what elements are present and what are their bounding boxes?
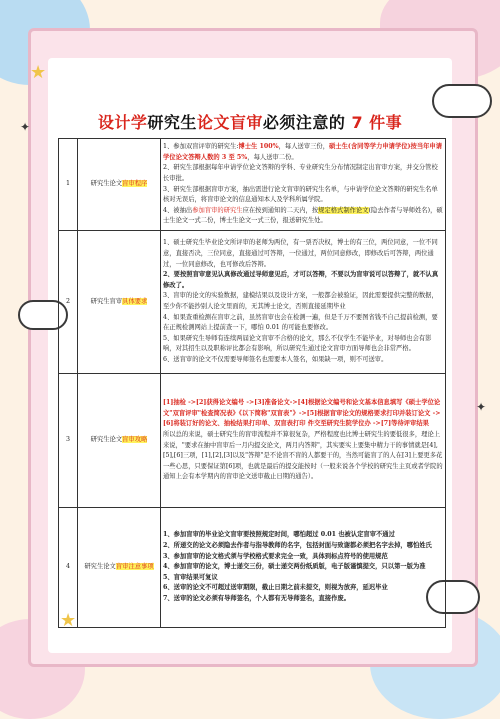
content-line	[163, 206, 443, 227]
content-line: 7、送审的论文必须有导师签名，个人都有无导师签名，直接作废。	[163, 594, 350, 602]
title-highlight: 论文盲审	[196, 113, 263, 132]
content-line: 3、研究生部根据盲审方案，抽出需进行论文盲审的研究生名单，与申请学位论文答辩的研究生名单核对无误后，将盲审论文的信息通知本人及学科所属学院。	[163, 185, 438, 204]
category-text: 研究生盲审	[90, 297, 123, 305]
row-content	[161, 374, 446, 508]
category-highlight: 具体要求	[122, 297, 148, 305]
content-line: 3、参加盲审的论文格式须与学校格式要求完全一致，具体到标点符号的使用规范	[163, 552, 388, 560]
sparkle-icon: ✦	[20, 120, 31, 134]
row-category	[78, 508, 161, 628]
category-highlight: 盲审攻略	[122, 436, 148, 444]
row-number: 3	[59, 374, 78, 508]
page-title	[58, 110, 442, 133]
content-line: 5、盲审结果可复议	[163, 573, 218, 581]
star-icon: ★	[30, 62, 47, 83]
row-number: 1	[59, 139, 78, 231]
text: 4、被抽出	[163, 206, 193, 214]
content-line: 2、要按照盲审意见认真修改通过导师意见后，才可以答辩，不要以为盲审说可以答辩了，就不认真修改了。	[163, 271, 439, 289]
row-content	[161, 231, 446, 374]
content-line: [1]抽检 ->[2]获得论文编号 ->[3]准备论文->[4]根据论文编号和论文基本信息填写《硕士学位论文"双盲评审"检查简况表》《以下简称"双盲表"》->[5]根据盲审论文的规格要求打印并装订论文 ->[6]将装订好的论文、抽检结果打印单、双盲表打印 件交至研究生院学位办 ->[7]等待评审结果	[163, 399, 441, 428]
content-line: 6、送审的论文不可超过送审期限，截止日期之前未提交，则视为放弃，延迟毕业	[163, 584, 388, 592]
row-category	[78, 139, 161, 231]
category-text: 研究生论文	[84, 563, 116, 571]
content-line	[163, 142, 443, 163]
star-icon: ★	[60, 610, 77, 631]
text-highlight: 规定格式制作论文	[318, 206, 369, 214]
table-row	[59, 231, 446, 374]
title-part: 研究生	[147, 113, 197, 132]
content-line: 4、如果查重检测在盲审之前，虽然盲审也会在检测一遍，但是千万不要图省钱不自己提前检测，要在正规检测网站上提前查一下，哪怕 0.01 的可能也要修改。	[163, 313, 438, 332]
text: 应在按到通知的二天内，按	[242, 206, 319, 214]
text: ，每人送审二份。	[247, 153, 298, 161]
title-count: 7 件事	[351, 113, 403, 132]
notice-table	[58, 138, 446, 628]
content-line: 5、如果研究生导师有连续两届论文盲审不合格的论文，那么不仅学生不能毕业，对导师也会有影响，对其招生以及职称评比都会有影响，所以研究生通过论文盲审方面导师也会非常严格。	[163, 334, 432, 353]
content-line: 6、送盲审的论文不仅需要导师签名也需要本人签名，如果缺一项，则不可送审。	[163, 355, 388, 363]
content-line: 1、硕士研究生毕业论文所评审的老师为两位，有一票否决权，博士的有三位，两位同意，一位不同意，直接否决，三位同意，直接通过可答辩，一位通过，两位同意修改，即修改后可答辩，两位通过，一位同意修改，也可修改后答辩。	[163, 239, 438, 268]
text: (隐去作者与导师姓名)，硕士生论文一式二份，博士生论文一式三份，报送研究生处。	[163, 206, 443, 225]
content-line: 2、所递交的论文必须隐去作者与指导教师的名字，包括封面与致谢都必须把名字去掉，哪怕姓氏	[163, 542, 432, 550]
title-prefix: 设计学	[97, 113, 148, 132]
content-line: 1、参加盲审的毕业论文盲审要按照规定时间，哪怕超过 0.01 也被认定盲审不通过	[163, 531, 395, 539]
content-line: 所以总的来说，硕士研究生的盲审流程并不算很复杂，严格程度也比博士研究生的要低很多，理论上来说，"要求在抽中盲审后一月内提交论文，两月内答辩"，其实要实上要集中精力干的事情就是[4],[5],[6]三项，[1],[2],[3]以及"答辩"是不论盲不盲的人都要干的，当然可能盲了的人在[3]上要更多花一些心思，只要保证第[6]项，也就是最后的提交能按时（一般来说各个学校的研究生主页或者学院的通知上会有本学期内的盲审论文送审截止日期的通告）。	[163, 430, 443, 481]
row-category	[78, 231, 161, 374]
title-part: 必须注意的	[262, 113, 352, 132]
content-line: 2、研究生部根据每年申请学位论文答辩的学科、专业研究生分布情况制定出盲审方案，并交分管校长审批。	[163, 164, 438, 182]
text-red: 参加盲审的研究生	[192, 206, 243, 214]
table-row	[59, 508, 446, 628]
row-content	[161, 508, 446, 628]
row-number: 4	[59, 508, 78, 628]
content-line: 4、参加盲审的论文，博士递交三份，硕士递交两份纸质版，电子版谨慎提交，只以第一版为准	[163, 563, 426, 571]
category-text: 研究生论文	[90, 436, 123, 444]
text-red: 硕士生(含同等学力申请学位)按当年申请学位论文答辩人数的 3 至 5%	[163, 143, 443, 161]
table-row	[59, 139, 446, 231]
row-number: 2	[59, 231, 78, 374]
category-text: 研究生论文	[90, 180, 123, 188]
category-highlight: 盲审程序	[122, 180, 148, 188]
content-line: 3、盲审的论文的实验数据，建模结果以及设计方案，一般都会被验证，因此需要提供完整的数据，至少你不能抄别人论文里面的，无其博士论文，否则直接延期毕业	[163, 292, 438, 310]
row-category	[78, 374, 161, 508]
text: ，每人送审三份，	[278, 143, 329, 151]
text: 1、参加双盲评审的研究生:	[163, 143, 239, 151]
row-content	[161, 139, 446, 231]
sparkle-icon: ✦	[475, 400, 486, 414]
table-row	[59, 374, 446, 508]
text-red: 博士生 100%	[238, 143, 279, 151]
category-highlight: 盲审注意事项	[115, 563, 154, 571]
